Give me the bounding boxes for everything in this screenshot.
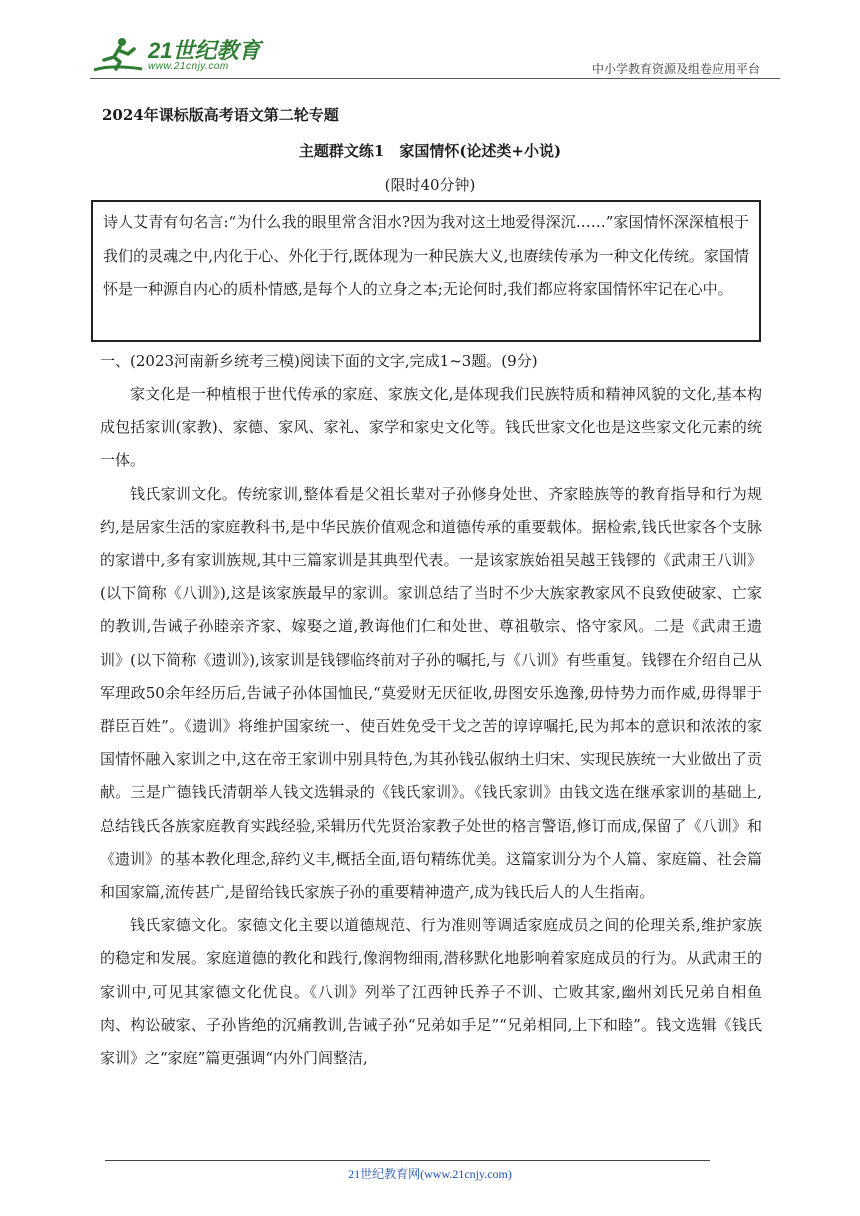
- paragraph: 家文化是一种植根于世代传承的家庭、家族文化,是体现我们民族特质和精神风貌的文化,基本构成包括家训(家教)、家德、家风、家礼、家学和家史文化等。钱氏世家文化也是这些家文化元素的统一体。: [100, 385, 762, 470]
- group-title: 主题群文练1 家国情怀(论述类+小说): [298, 142, 562, 160]
- passage: [100, 378, 762, 1075]
- intro-box: 诗人艾青有句名言:“为什么我的眼里常含泪水?因为我对这土地爱得深沉……”家国情怀深深植根于我们的灵魂之中,内化于心、外化于行,既体现为一种民族大义,也赓续传承为一种文化传统。家国情怀是一种源自内心的质朴情感,是每个人的立身之本;无论何时,我们都应将家国情怀牢记在心中。: [91, 200, 761, 342]
- platform-tagline: 中小学教育资源及组卷应用平台: [591, 62, 760, 76]
- series-title: 2024年课标版高考语文第二轮专题: [102, 106, 339, 124]
- page-header: [90, 30, 780, 80]
- footer-divider: [105, 1160, 710, 1161]
- question-heading: 一、(2023河南新乡统考三模)阅读下面的文字,完成1~3题。(9分): [100, 352, 538, 370]
- paragraph: 钱氏家德文化。家德文化主要以道德规范、行为准则等调适家庭成员之间的伦理关系,维护家族的稳定和发展。家庭道德的教化和践行,像润物细雨,潜移默化地影响着家庭成员的行为。从武肃王的家训中,可见其家德文化优良。《八训》列举了江西钟氏养子不训、亡败其家,幽州刘氏兄弟自相鱼肉、构讼破家、子孙皆绝的沉痛教训,告诫子孙“兄弟如手足”“兄弟相同,上下和睦”。钱文选辑《钱氏家训》之“家庭”篇更强调“内外门闾整洁,: [100, 916, 762, 1068]
- logo-text: 21世纪教育: [148, 38, 261, 63]
- footer-link[interactable]: 21世纪教育网(www.21cnjy.com): [348, 1167, 512, 1181]
- logo-url: www.21cnjy.com: [148, 61, 229, 72]
- runner-logo-icon: [92, 36, 144, 76]
- header-divider: [90, 78, 780, 79]
- time-limit: (限时40分钟): [384, 176, 476, 194]
- paragraph: 钱氏家训文化。传统家训,整体看是父祖长辈对子孙修身处世、齐家睦族等的教育指导和行为规约,是居家生活的家庭教科书,是中华民族价值观念和道德传承的重要载体。据检索,钱氏世家各个支脉的家谱中,多有家训族规,其中三篇家训是其典型代表。一是该家族始祖吴越王钱镠的《武肃王八训》(以下简称《八训》),这是该家族最早的家训。家训总结了当时不少大族家教家风不良致使破家、亡家的教训,告诫子孙睦亲齐家、嫁娶之道,教诲他们仁和处世、尊祖敬宗、恪守家风。二是《武肃王遗训》(以下简称《遗训》),该家训是钱镠临终前对子孙的嘱托,与《八训》有些重复。钱镠在介绍自己从军理政50余年经历后,告诫子孙体国恤民,“莫爱财无厌征收,毋图安乐逸豫,毋恃势力而作威,毋得罪于群臣百姓”。《遗训》将维护国家统一、使百姓免受干戈之苦的谆谆嘱托,民为邦本的意识和浓浓的家国情怀融入家训之中,这在帝王家训中别具特色,为其孙钱弘俶纳土归宋、实现民族统一大业做出了贡献。三是广德钱氏清朝举人钱文选辑录的《钱氏家训》。《钱氏家训》由钱文选在继承家训的基础上,总结钱氏各族家庭教育实践经验,采辑历代先贤治家教子处世的格言警语,修订而成,保留了《八训》和《遗训》的基本教化理念,辞约义丰,概括全面,语句精练优美。这篇家训分为个人篇、家庭篇、社会篇和国家篇,流传甚广,是留给钱氏家族子孙的重要精神遗产,成为钱氏后人的人生指南。: [100, 484, 762, 902]
- site-logo[interactable]: [90, 30, 265, 78]
